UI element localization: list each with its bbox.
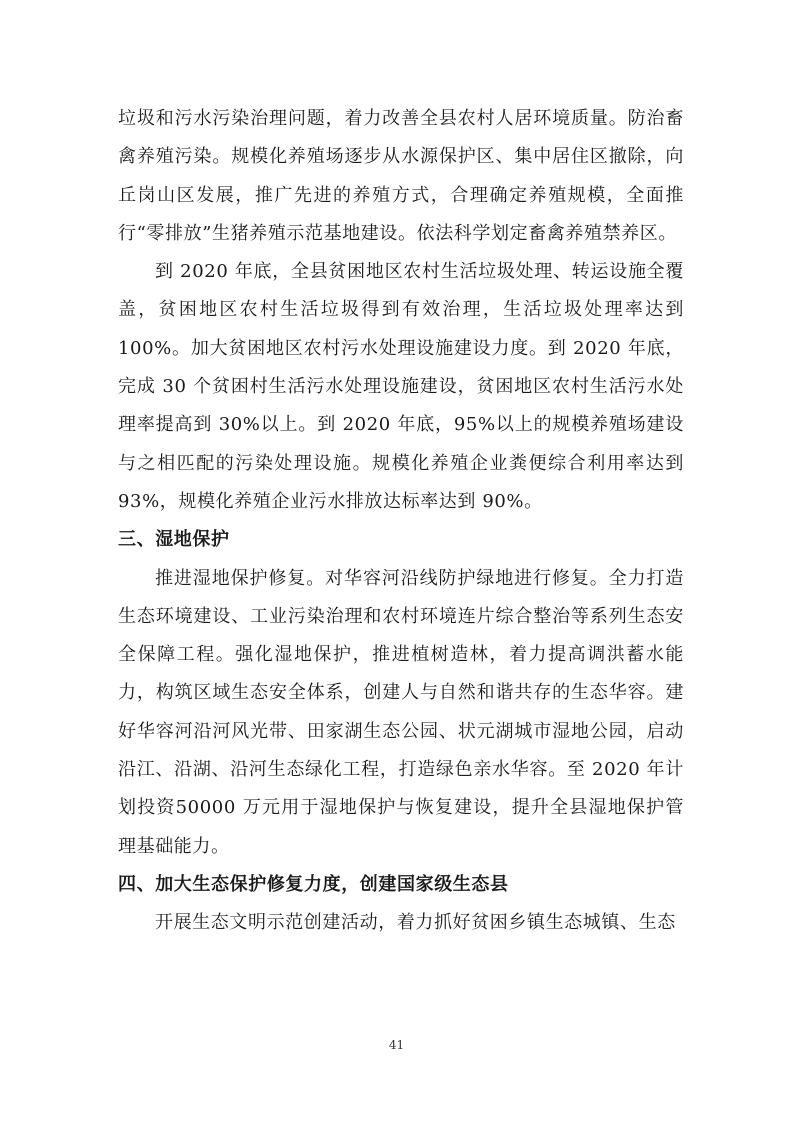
section-heading-ecological-county: 四、加大生态保护修复力度，创建国家级生态县: [118, 873, 509, 895]
paragraph-eco-civilization: 开展生态文明示范创建活动，着力抓好贫困乡镇生态城镇、生态: [155, 912, 676, 934]
paragraph-rural-garbage-sewage: 到 2020 年底，全县贫困地区农村生活垃圾处理、转运设施全覆盖，贫困地区农村生活垃圾得到有效治理，生活垃圾处理率达到100%。加大贫困地区农村污水处理设施建设力度。到 2020 年底，完成 30 个贫困村生活污水处理设施建设，贫困地区农村生活污水处理率提高到 30%以上。到 2020 年底，95%以上的规模养殖场建设与之相匹配的污染处理设施。规模化养殖企业粪便综合利用率达到 93%，规模化养殖企业污水排放达标率达到 90%。: [118, 261, 684, 512]
paragraph-wetland-restoration: 推进湿地保护修复。对华容河沿线防护绿地进行修复。全力打造生态环境建设、工业污染治理和农村环境连片综合整治等系列生态安全保障工程。强化湿地保护，推进植树造林，着力提高调洪蓄水能力，构筑区域生态安全体系，创建人与自然和谐共存的生态华容。建好华容河沿河风光带、田家湖生态公园、状元湖城市湿地公园，启动沿江、沿湖、沿河生态绿化工程，打造绿色亲水华容。至 2020 年计划投资50000 万元用于湿地保护与恢复建设，提升全县湿地保护管理基础能力。: [118, 567, 684, 857]
document-body: [118, 100, 684, 943]
paragraph-livestock-pollution: 垃圾和污水污染治理问题，着力改善全县农村人居环境质量。防治畜禽养殖污染。规模化养殖场逐步从水源保护区、集中居住区撤除，向丘岗山区发展，推广先进的养殖方式，合理确定养殖规模，全面推行“零排放”生猪养殖示范基地建设。依法科学划定畜禽养殖禁养区。: [118, 108, 684, 244]
page-number: 41: [388, 1038, 405, 1052]
section-heading-wetland-protection: 三、湿地保护: [118, 529, 230, 551]
